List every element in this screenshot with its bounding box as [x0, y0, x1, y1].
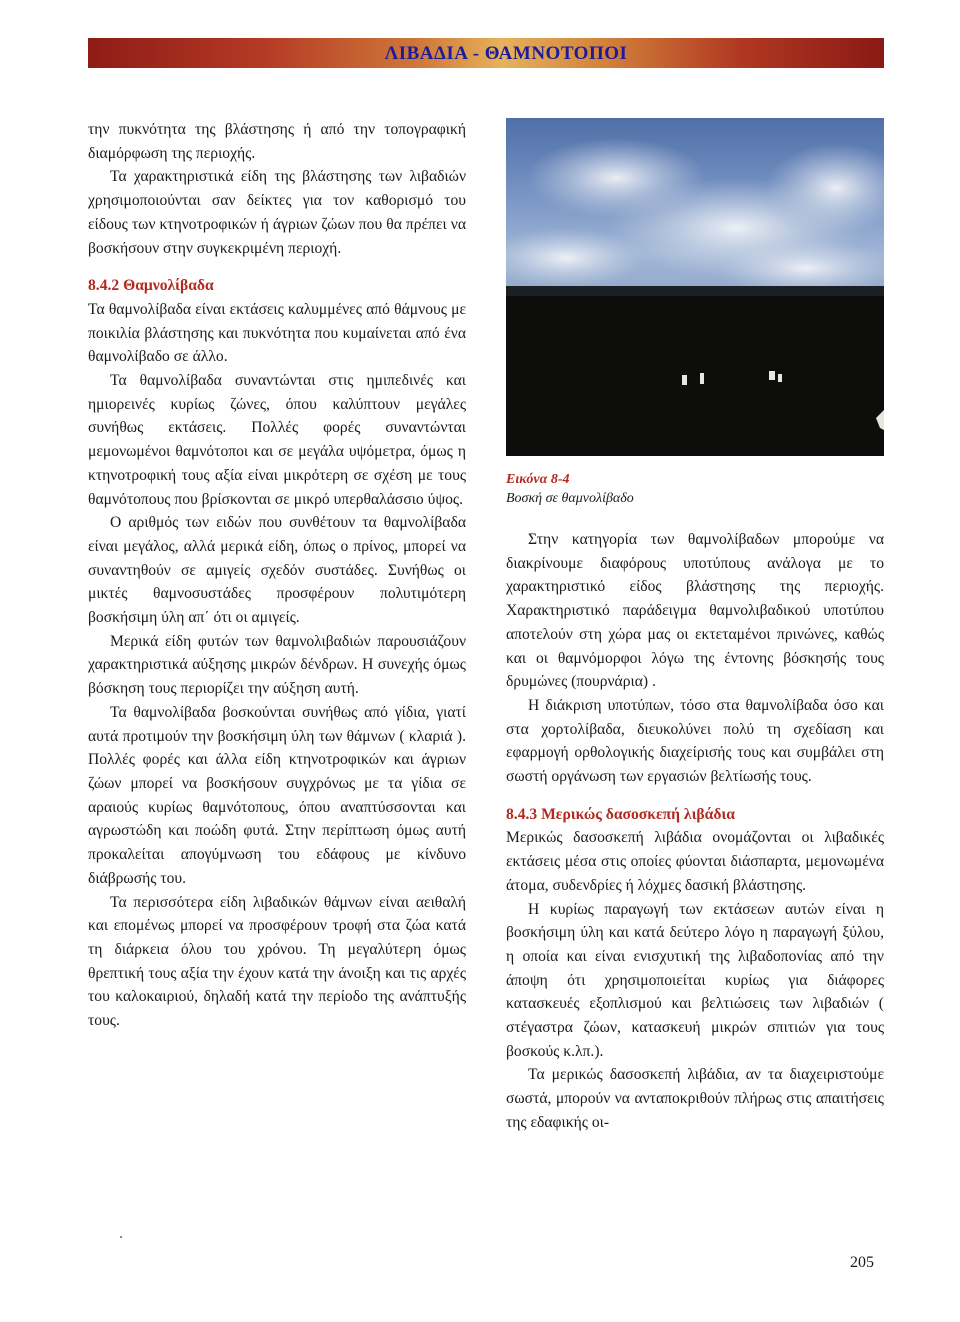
paragraph: Στην κατηγορία των θαμνολίβαδων μπορούμε να διακρίνουμε διαφόρους υποτύπους ανάλογα με το χαρακτηριστικό είδος βλάστησης της περιοχής. Χαρακτηριστικό παράδειγμα θαμνολιβαδικού υποτύπου αποτελούν στη χώρα μας οι εκτεταμένοι πρινώνες, καθώς και οι θαμνόμορφοι λόγω της έντονης βόσκησής τους δρυμώνες (πουρνάρια) .	[506, 531, 884, 691]
page-number: 205	[850, 1254, 874, 1271]
paragraph: Τα θαμνολίβαδα βοσκούνται συνήθως από γίδια, γιατί αυτά προτιμούν την βοσκήσιμη ύλη των θάμνων ( κλαριά ). Πολλές φορές και άλλα είδη κτηνοτροφικών και άγριων ζώων μπορεί να βοσκήσουν συγχρόνως με τα γίδια σε αραιούς κυρίως θαμνότοπους, όπου αναπτύσσονται και αγρωστώδη και ποώδη φυτά. Στην περίπτωση όμως αυτή προκαλείται απογύμνωση του εδάφους με κίνδυνο διάβρωσής του.	[88, 703, 466, 887]
paragraph: Η διάκριση υποτύπων, τόσο στα θαμνολίβαδα όσο και στα χορτολίβαδα, διευκολύνει πολύ τη σχεδίαση και εφαρμογή ορθολογικής διαχείρισής τους και συμβάλει στη σωστή οργάνωση των εργασιών βελτίωσής τους.	[506, 696, 884, 786]
figure-caption	[506, 470, 884, 508]
paragraph: Τα περισσότερα είδη λιβαδικών θάμνων είναι αειθαλή και επομένως μπορεί να προσφέρουν τροφή στα ζώα κατά τη διάρκεια όλου του χρόνου. Τη μεγαλύτερη όμως θρεπτική τους αξία την έχουν κατά την άνοιξη και τις αρχές του καλοκαιριού, δηλαδή κατά την περίοδο της ανάπτυξής τους.	[88, 893, 466, 1030]
figure-caption-text: Βοσκή σε θαμνολίβαδο	[506, 491, 634, 506]
figure-label: Εικόνα 8-4	[506, 472, 570, 487]
paragraph: Τα θαμνολίβαδα συναντώνται στις ημιπεδινές και ημιορεινές κυρίως ζώνες, όπου καλύπτουν μεγάλες συνήθως εκτάσεις. Πολλές φορές συναντώνται μεμονωμένοι θαμνότοποι και σε μεγάλα υψόμετρα, όμως η κτηνοτροφική τους αξία είναι μικρότερη σε σχέση με τους θαμνότοπους που βρίσκονται σε μικρό υπερθαλάσσιο ύψος.	[88, 372, 466, 508]
paragraph: Τα χαρακτηριστικά είδη της βλάστησης των λιβαδιών χρησιμοποιούνται σαν δείκτες για τον καθορισμό του είδους των κτηνοτροφικών ή άγριων ζώων που θα πρέπει να βοσκήσουν στην συγκεκριμένη περιοχή.	[88, 168, 466, 257]
section-heading-8-4-3: 8.4.3 Μερικώς δασοσκεπή λιβάδια	[506, 805, 735, 823]
paragraph: Ο αριθμός των ειδών που συνθέτουν τα θαμνολίβαδα είναι μεγάλος, αλλά μερικά είδη, όπως ο πρίνος, μπορεί να συναντηθούν σε αμιγείς σχεδόν συστάδες. Συνήθως οι μικτές θαμνοσυστάδες προσφέρουν πολυτιμότερη βοσκήσιμη ύλη απ΄ ότι οι αμιγείς.	[88, 514, 466, 627]
left-column	[88, 118, 466, 1033]
header-band	[88, 38, 884, 68]
photo-scene	[506, 118, 884, 456]
paragraph: Τα μερικώς δασοσκεπή λιβάδια, αν τα διαχειριστούμε σωστά, μπορούν να ανταποκριθούν πλήρως στις απαιτήσεις της εδαφικής οι-	[506, 1066, 884, 1131]
section-heading-8-4-2: 8.4.2 Θαμνολίβαδα	[88, 277, 214, 295]
figure-photo-grazing-shrubland	[506, 118, 884, 456]
paragraph: Τα θαμνολίβαδα είναι εκτάσεις καλυμμένες από θάμνους με ποικιλία βλάστησης και πυκνότητα που κυμαίνεται από ένα θαμνολίβαδο σε άλλο.	[88, 300, 466, 366]
paragraph: Μερικώς δασοσκεπή λιβάδια ονομάζονται οι λιβαδικές εκτάσεις μέσα στις οποίες φύονται διάσπαρτα, μεμονωμένα άτομα, συδενδρίες ή λόχμες δασική βλάστησης.	[506, 829, 884, 894]
paragraph: Η κυρίως παραγωγή των εκτάσεων αυτών είναι η βοσκήσιμη ύλη και κατά δεύτερο λόγο η παραγωγή ξύλου, η οποία και είναι ενισχυτική της λιβαδοπονίας από την άποψη ότι χρησιμοποιείται κυρίως για διάφορες κατασκευές εξοπλισμού και βελτιώσεις των λιβαδιών ( στέγαστρα ζώων, κατασκευή μικρών σπιτιών για τους βοσκούς κ.λπ.).	[506, 900, 884, 1060]
paragraph: την πυκνότητα της βλάστησης ή από την τοπογραφική διαμόρφωση της περιοχής.	[88, 121, 466, 162]
right-column	[506, 528, 884, 1135]
running-header-title: ΛΙΒΑΔΙΑ - ΘΑΜΝΟΤΟΠΟΙ	[384, 43, 628, 64]
paragraph: Μερικά είδη φυτών των θαμνολιβαδιών παρουσιάζουν χαρακτηριστικά αύξησης μικρών δένδρων. Η συνεχής όμως βόσκηση τους περιορίζει την αύξηση αυτή.	[88, 632, 466, 698]
stray-mark	[120, 1236, 122, 1238]
